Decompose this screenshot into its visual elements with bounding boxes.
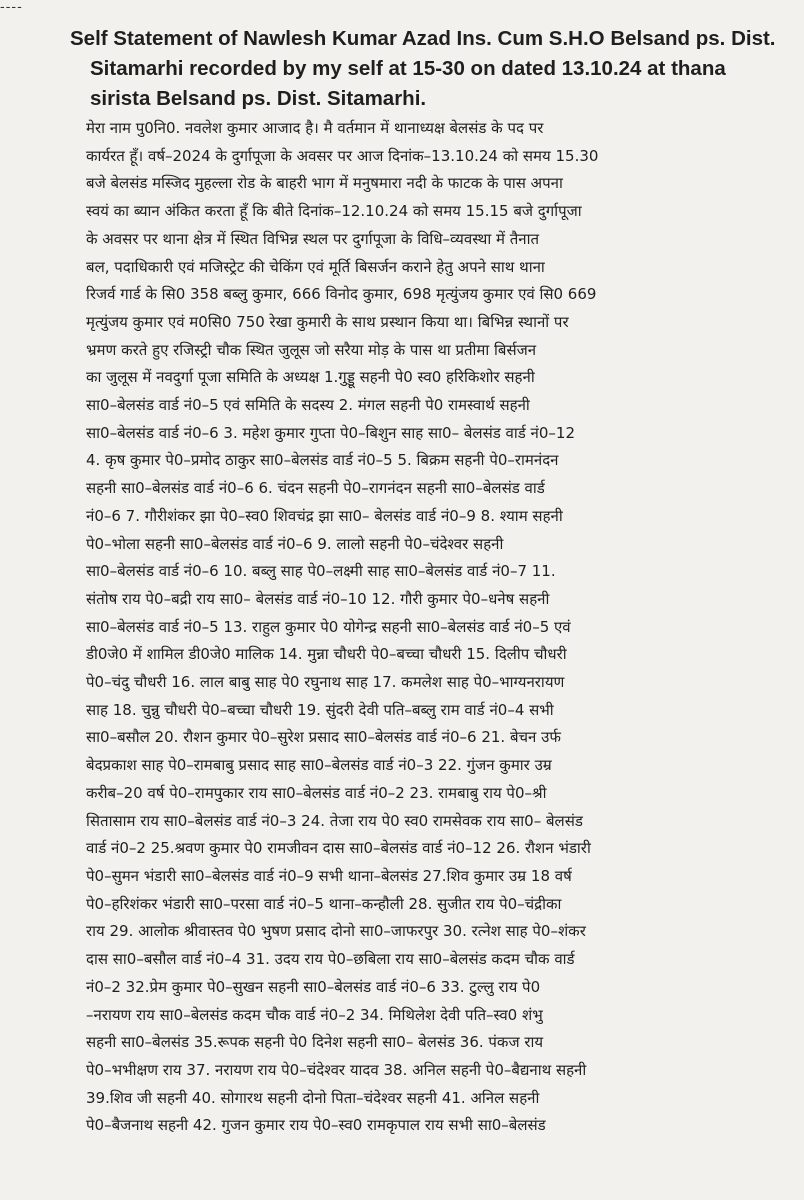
body-line: पे0–सुमन भंडारी सा0–बेलसंड वार्ड नं0–9 सभी थाना–बेलसंड 27.शिव कुमार उम्र 18 वर्ष (86, 866, 572, 885)
body-line: करीब–20 वर्ष पे0–रामपुकार राय सा0–बेलसंड वार्ड नं0–2 23. रामबाबु राय पे0–श्री (86, 783, 547, 802)
corner-mark: ---- (0, 0, 23, 15)
body-line: के अवसर पर थाना क्षेत्र में स्थित विभिन्न स्थल पर दुर्गापूजा के विधि–व्यवस्था में तैनात (86, 229, 540, 248)
body-line: रिजर्व गार्ड के सि0 358 बब्लु कुमार, 666 विनोद कुमार, 698 मृत्युंजय कुमार एवं सि0 669 (86, 285, 597, 304)
heading-line: Self Statement of Nawlesh Kumar Azad Ins. Cum S.H.O Belsand ps. Dist. (70, 27, 776, 50)
body-line: बजे बेलसंड मस्जिद मुहल्ला रोड के बाहरी भाग में मनुषमारा नदी के फाटक के पास अपना (86, 174, 563, 193)
body-line: सहनी सा0–बेलसंड 35.रूपक सहनी पे0 दिनेश सहनी सा0– बेलसंड 36. पंकज राय (86, 1033, 544, 1052)
body-line: मेरा नाम पु0नि0. नवलेश कुमार आजाद है। मै वर्तमान में थानाध्यक्ष बेलसंड के पद पर (86, 119, 544, 137)
body-line: भ्रमण करते हुए रजिस्ट्री चौक स्थित जुलूस जो सरैया मोड़ के पास था प्रतीमा बिर्सजन (86, 340, 537, 359)
body-line: संतोष राय पे0–बद्री राय सा0– बेलसंड वार्ड नं0–10 12. गौरी कुमार पे0–धनेष सहनी (86, 589, 550, 608)
body-line: साह 18. चुन्नु चौधरी पे0–बच्चा चौधरी 19. सुंदरी देवी पति–बब्लु राम वार्ड नं0–4 सभी (86, 700, 554, 719)
body-line: मृत्युंजय कुमार एवं म0सि0 750 रेखा कुमारी के साथ प्रस्थान किया था। बिभिन्न स्थानों पर (86, 312, 569, 331)
body-line: पे0–भोला सहनी सा0–बेलसंड वार्ड नं0–6 9. लालो सहनी पे0–चंदेश्वर सहनी (86, 534, 504, 553)
body-line: वार्ड नं0–2 25.श्रवण कुमार पे0 रामजीवन दास सा0–बेलसंड वार्ड नं0–12 26. रौशन भंडारी (86, 839, 591, 858)
body-line: पे0–बैजनाथ सहनी 42. गुजन कुमार राय पे0–स्व0 रामकृपाल राय सभी सा0–बेलसंड (86, 1116, 546, 1135)
body-line: बल, पदाधिकारी एवं मजिस्ट्रेट की चेकिंग एवं मूर्ति बिसर्जन कराने हेतु अपने साथ थाना (86, 257, 545, 276)
body-line: सा0–बेलसंड वार्ड नं0–5 एवं समिति के सदस्य 2. मंगल सहनी पे0 रामस्वार्थ सहनी (86, 396, 530, 415)
body-line: सा0–बेलसंड वार्ड नं0–5 13. राहुल कुमार पे0 योगेन्द्र सहनी सा0–बेलसंड वार्ड नं0–5 एवं (86, 617, 571, 636)
heading-line: sirista Belsand ps. Dist. Sitamarhi. (90, 87, 427, 110)
body-line: सा0–बेलसंड वार्ड नं0–6 10. बब्लु साह पे0–लक्ष्मी साह सा0–बेलसंड वार्ड नं0–7 11. (86, 562, 556, 581)
body-line: पे0–हरिशंकर भंडारी सा0–परसा वार्ड नं0–5 थाना–कन्हौली 28. सुजीत राय पे0–चंद्रीका (86, 894, 562, 913)
statement-body (86, 115, 786, 1140)
body-line: नं0–2 32.प्रेम कुमार पे0–सुखन सहनी सा0–बेलसंड वार्ड नं0–6 33. टुल्लु राय पे0 (86, 977, 541, 996)
body-line: –नरायण राय सा0–बेलसंड कदम चौक वार्ड नं0–2 34. मिथिलेश देवी पति–स्व0 शंभु (86, 1005, 543, 1024)
body-line: 4. कृष कुमार पे0–प्रमोद ठाकुर सा0–बेलसंड वार्ड नं0–5 5. बिक्रम सहनी पे0–रामनंदन (86, 451, 559, 470)
body-line: पे0–भभीक्षण राय 37. नरायण राय पे0–चंदेश्वर यादव 38. अनिल सहनी पे0–बैद्यनाथ सहनी (86, 1060, 587, 1079)
body-line: दास सा0–बसौल वार्ड नं0–4 31. उदय राय पे0–छबिला राय सा0–बेलसंड कदम चौक वार्ड (86, 950, 575, 969)
heading-line: Sitamarhi recorded by my self at 15-30 on dated 13.10.24 at thana (90, 57, 726, 80)
statement-heading (70, 24, 780, 114)
body-line: नं0–6 7. गौरीशंकर झा पे0–स्व0 शिवचंद्र झा सा0– बेलसंड वार्ड नं0–9 8. श्याम सहनी (86, 506, 563, 525)
body-line: सा0–बसौल 20. रौशन कुमार पे0–सुरेश प्रसाद सा0–बेलसंड वार्ड नं0–6 21. बेचन उर्फ (86, 728, 561, 747)
body-line: बेदप्रकाश साह पे0–रामबाबु प्रसाद साह सा0–बेलसंड वार्ड नं0–3 22. गुंजन कुमार उम्र (86, 756, 552, 775)
body-line: सितासाम राय सा0–बेलसंड वार्ड नं0–3 24. तेजा राय पे0 स्व0 रामसेवक राय सा0– बेलसंड (86, 811, 583, 830)
body-line: सहनी सा0–बेलसंड वार्ड नं0–6 6. चंदन सहनी पे0–रागनंदन सहनी सा0–बेलसंड वार्ड (86, 479, 545, 498)
body-line: स्वयं का ब्यान अंकित करता हूँ कि बीते दिनांक–12.10.24 को समय 15.15 बजे दुर्गापूजा (86, 202, 582, 221)
body-line: 39.शिव जी सहनी 40. सोगारथ सहनी दोनो पिता–चंदेश्वर सहनी 41. अनिल सहनी (86, 1088, 540, 1107)
body-line: कार्यरत हूँ। वर्ष–2024 के दुर्गापूजा के अवसर पर आज दिनांक–13.10.24 को समय 15.30 (86, 146, 599, 165)
body-line: का जुलूस में नवदुर्गा पूजा समिति के अध्यक्ष 1.गुड्डू सहनी पे0 स्व0 हरिकिशोर सहनी (86, 368, 535, 387)
body-line: राय 29. आलोक श्रीवास्तव पे0 भुषण प्रसाद दोनो सा0–जाफरपुर 30. रत्नेश साह पे0–शंकर (86, 922, 586, 941)
body-line: डी0जे0 में शामिल डी0जे0 मालिक 14. मुन्ना चौधरी पे0–बच्चा चौधरी 15. दिलीप चौधरी (86, 645, 567, 664)
body-line: सा0–बेलसंड वार्ड नं0–6 3. महेश कुमार गुप्ता पे0–बिशुन साह सा0– बेलसंड वार्ड नं0–12 (86, 423, 576, 442)
body-line: पे0–चंदु चौधरी 16. लाल बाबु साह पे0 रघुनाथ साह 17. कमलेश साह पे0–भाग्यनरायण (86, 673, 565, 692)
